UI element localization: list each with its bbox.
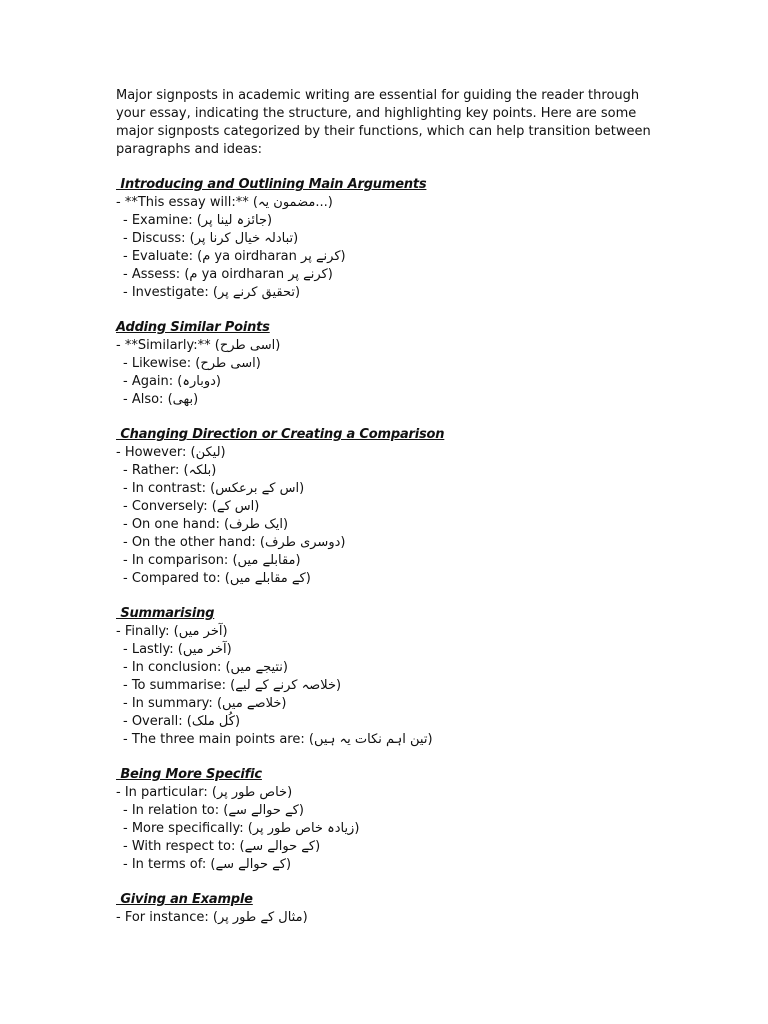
- list-item: - Assess: (م ya oirdharan کرنے پر): [123, 267, 333, 282]
- list-item: - Evaluate: (م ya oirdharan کرنے پر): [123, 249, 346, 264]
- section-heading: Changing Direction or Creating a Comparison: [116, 427, 445, 442]
- list-item: - In contrast: (اس کے برعکس): [123, 481, 305, 496]
- list-item: - On one hand: (ایک طرف): [123, 517, 289, 532]
- section-introducing-outlining: [116, 176, 656, 302]
- list-item: - With respect to: (کے حوالے سے): [123, 839, 321, 854]
- list-item: - In relation to: (کے حوالے سے): [123, 803, 304, 818]
- list-item: - Likewise: (اسی طرح): [123, 356, 261, 371]
- list-item: - On the other hand: (دوسری طرف): [123, 535, 346, 550]
- list-item: - In particular: (خاص طور پر): [116, 785, 293, 800]
- section-heading: Adding Similar Points: [116, 320, 270, 335]
- section-heading: Summarising: [116, 606, 215, 621]
- list-item: - Investigate: (تحقیق کرنے پر): [123, 285, 301, 300]
- section-changing-direction: [116, 426, 656, 588]
- list-item: - Discuss: (تبادلہ خیال کرنا پر): [123, 231, 299, 246]
- list-item: - Again: (دوبارہ): [123, 374, 221, 389]
- list-item: - Examine: (جائزہ لینا پر): [123, 213, 273, 228]
- list-item: - Conversely: (اس کے): [123, 499, 260, 514]
- list-item: - Finally: (آخر میں): [116, 624, 228, 639]
- list-item: - However: (لیکن): [116, 445, 226, 460]
- list-item: - In terms of: (کے حوالے سے): [123, 857, 292, 872]
- section-adding-similar-points: [116, 319, 656, 409]
- list-item: - Compared to: (کے مقابلے میں): [123, 571, 311, 586]
- section-being-more-specific: [116, 766, 656, 874]
- list-item: - **Similarly:** (اسی طرح): [116, 338, 281, 353]
- section-giving-an-example: [116, 891, 656, 927]
- list-item: - For instance: (مثال کے طور پر): [116, 910, 308, 925]
- intro-paragraph: Major signposts in academic writing are essential for guiding the reader through your essay, indicating the structure, and highlighting key points. Here are some major signposts categorized by their functions, which can help transition between paragraphs and ideas:: [116, 88, 651, 157]
- list-item: - To summarise: (خلاصہ کرنے کے لیے): [123, 678, 342, 693]
- section-summarising: [116, 605, 656, 749]
- document-page: [116, 87, 656, 944]
- list-item: - Lastly: (آخر میں): [123, 642, 232, 657]
- section-heading: Giving an Example: [116, 892, 253, 907]
- list-item: - In conclusion: (نتیجے میں): [123, 660, 288, 675]
- list-item: - **This essay will:** (مضمون یہ...): [116, 195, 333, 210]
- list-item: - Rather: (بلکہ): [123, 463, 217, 478]
- list-item: - In comparison: (مقابلے میں): [123, 553, 301, 568]
- section-heading: Being More Specific: [116, 767, 262, 782]
- list-item: - The three main points are: (تین اہم نکات یہ ہیں): [123, 732, 433, 747]
- list-item: - More specifically: (زیادہ خاص طور پر): [123, 821, 360, 836]
- list-item: - In summary: (خلاصے میں): [123, 696, 287, 711]
- list-item: - Overall: (کُل ملک): [123, 714, 241, 729]
- list-item: - Also: (بھی): [123, 392, 199, 407]
- section-heading: Introducing and Outlining Main Arguments: [116, 177, 427, 192]
